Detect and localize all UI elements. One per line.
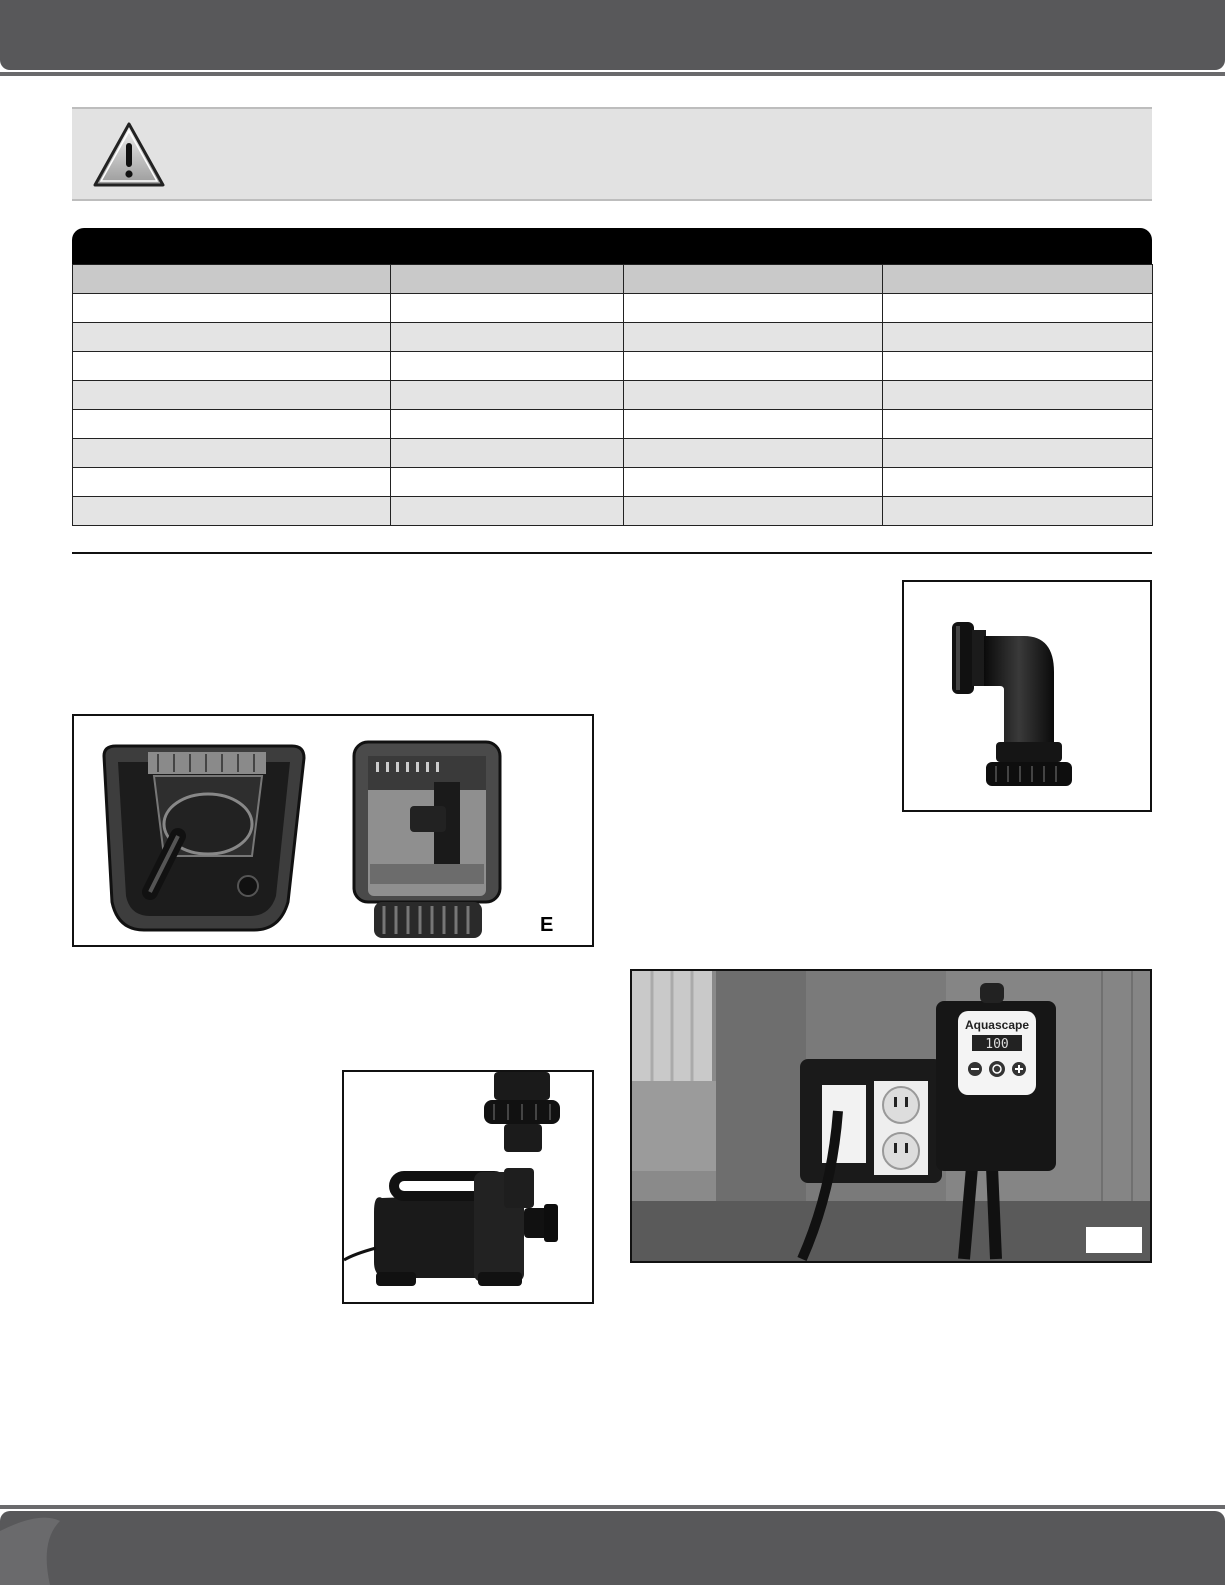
page-footer-bar (0, 1511, 1225, 1585)
table-row (73, 468, 1153, 497)
warning-box (72, 107, 1152, 201)
footer-rule (0, 1505, 1225, 1509)
pump-figure (342, 1070, 594, 1304)
table-header-cell (391, 265, 624, 294)
table-row (73, 497, 1153, 526)
controller-display: 100 (985, 1037, 1009, 1052)
table-row (73, 323, 1153, 352)
outlet-controller-figure (630, 969, 1152, 1263)
table-row (73, 294, 1153, 323)
table-row (73, 410, 1153, 439)
header-rule (0, 72, 1225, 76)
leaf-logo-icon (0, 1511, 70, 1585)
table-title-bar (72, 228, 1152, 264)
table-row (73, 381, 1153, 410)
page-header-bar (0, 0, 1225, 70)
skimmer-figure (72, 714, 594, 947)
skimmer-image (74, 716, 592, 945)
table-header-row (73, 265, 1153, 294)
table-header-cell (624, 265, 883, 294)
warning-triangle-icon (92, 121, 166, 189)
elbow-fitting-figure (902, 580, 1152, 812)
table-header-cell (73, 265, 391, 294)
outlet-controller-image (632, 971, 1150, 1261)
table-row (73, 352, 1153, 381)
section-divider (72, 552, 1152, 554)
pump-image (344, 1072, 592, 1302)
figure-label: E (540, 914, 554, 936)
table-row (73, 439, 1153, 468)
power-icon (989, 1061, 1005, 1077)
table-header-cell (883, 265, 1153, 294)
controller-brand: Aquascape (964, 1018, 1030, 1032)
elbow-fitting-image (904, 582, 1150, 810)
spec-table (72, 264, 1153, 526)
